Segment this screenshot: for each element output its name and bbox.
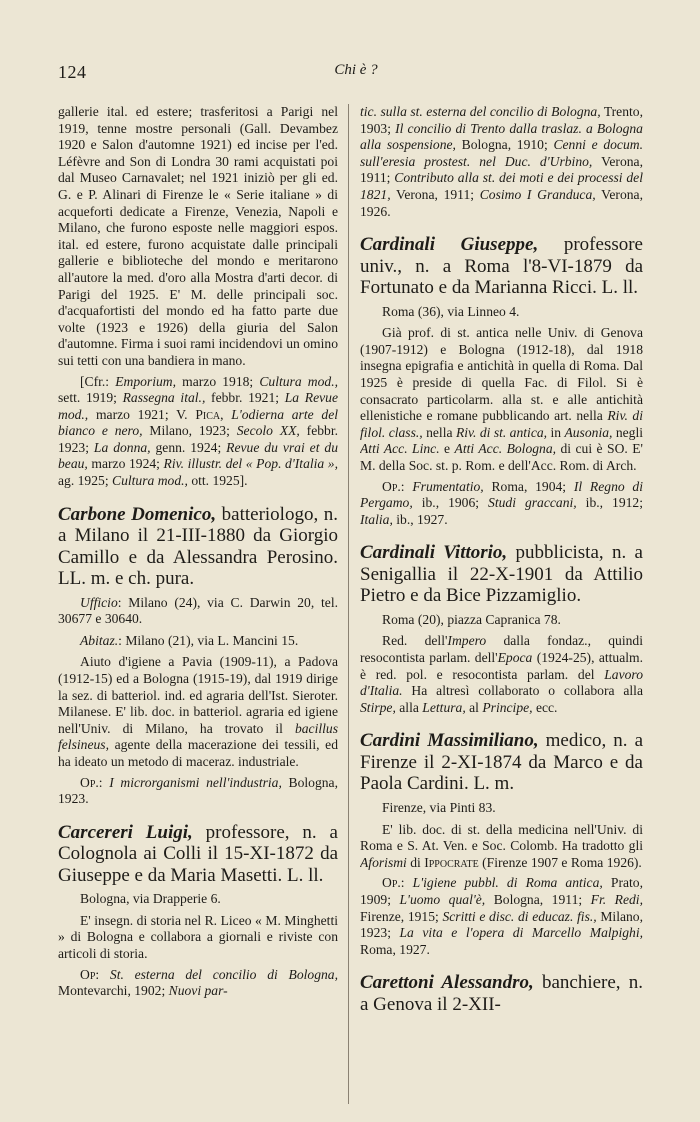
entry-works: Op.: L'igiene pubbl. di Roma antica, Prato, 1909; L'uomo qual'è, Bologna, 1911; Fr. Redi, Firenze, 1915; Scritti e disc. di educaz. fis., Milano, 1923; La vita e l'opera di Marcello Malpighi, Roma, 1927. xyxy=(360,875,643,957)
left-column xyxy=(58,104,338,1109)
entry-works: Op: St. esterna del concilio di Bologna, Montevarchi, 1902; Nuovi par- xyxy=(58,966,338,999)
entry-cardini-massimiliano xyxy=(360,730,643,958)
entry-name: Cardinali Giuseppe, xyxy=(360,234,539,256)
entry-works: Op.: I microrganismi nell'industria, Bologna, 1923. xyxy=(58,774,338,807)
right-column xyxy=(360,104,643,1114)
entry-heading: Carbone Domenico, batteriologo, n. a Milano il 21-III-1880 da Giorgio Camillo e da Alessandra Perosino. LL. m. e ch. pura. xyxy=(58,503,338,590)
entry-carettoni-alessandro xyxy=(360,972,643,1015)
page-number: 124 xyxy=(58,62,87,82)
column-divider xyxy=(348,104,349,1104)
entry-continuation-text: gallerie ital. ed estere; trasferitosi a Parigi nel 1919, tenne mostre personali (Gall. Devambez 1920 e Salon d'automne 1921) ed incise per l'ed. Léfèvre and Son di Londra 30 rami acquistati poi dal Museo Carnavalet; nel 1921 iniziò per gli ed. G. e P. Alinari di Firenze le « Serie italiane » di acqueforti dedicate a Firenze, Venezia, Napoli e Milano, che furono esposte nelle maggiori espos. ital. ed estere, furono acquistate dalle principali gallerie e biblioteche del mondo e meritarono all'autore la med. d'oro alla Mostra d'arti decor. di Parigi del 1925. E' M. delle principali soc. d'acquafortisti del mondo ed ha fatto parte due volte (1923 e 1926) della giuria del Salon d'automne. Firma i suoi rami incidendovi un omino sui tetti con una bandiera in mano. xyxy=(58,104,338,368)
entry-biography: Red. dell'Impero dalla fondaz., quindi resocontista parlam. dell'Epoca (1924-25), attualm. è red. pol. e resocontista parlam. del Lavoro d'Italia. Ha altresì collaborato o collabora alla Stirpe, alla Lettura, al Principe, ecc. xyxy=(360,633,643,715)
entry-carbone-domenico xyxy=(58,504,338,808)
entry-address: Roma (20), piazza Capranica 78. xyxy=(382,611,561,627)
cfr-references: [Cfr.: Emporium, marzo 1918; Cultura mod., sett. 1919; Rassegna ital., febbr. 1921; La Revue mod., marzo 1921; V. Pica, L'odierna arte del bianco e nero, Milano, 1923; Secolo XX, febbr. 1923; La donna, genn. 1924; Revue du vrai et du beau, marzo 1924; Riv. illustr. del « Pop. d'Italia », ag. 1925; Cultura mod., ott. 1925]. xyxy=(58,373,338,489)
entry-heading: Carcereri Luigi, professore, n. a Colognola ai Colli il 15-XI-1872 da Giuseppe e da Maria Masetti. L. ll. xyxy=(58,821,338,886)
entry-works-continuation: tic. sulla st. esterna del concilio di Bologna, Trento, 1903; Il concilio di Trento dalla traslaz. a Bologna alla sospensione, Bologna, 1910; Cenni e docum. sull'eresia prostest. nel Duc. d'Urbino, Verona, 1911; Contributo alla st. dei moti e dei processi del 1821, Verona, 1911; Cosimo I Granduca, Verona, 1926. xyxy=(360,104,643,219)
entry-heading: Cardini Massimiliano, medico, n. a Firenze il 2-XI-1874 da Marco e da Paola Cardini. L. m. xyxy=(360,730,643,795)
entry-works: Op.: Frumentatio, Roma, 1904; Il Regno di Pergamo, ib., 1906; Studi graccani, ib., 1912; Italia, ib., 1927. xyxy=(360,478,643,527)
entry-office-address: Ufficio: Milano (24), via C. Darwin 20, tel. 30677 e 30640. xyxy=(58,594,338,627)
entry-name: Cardini Massimiliano, xyxy=(360,730,539,752)
page-header xyxy=(58,62,654,86)
entry-name: Carcereri Luigi, xyxy=(58,821,193,843)
entry-biography: E' lib. doc. di st. della medicina nell'Univ. di Roma e S. At. Ven. e Soc. Colomb. Ha tradotto gli Aforismi di Ippocrate (Firenze 1907 e Roma 1926). xyxy=(360,821,643,870)
entry-biography: E' insegn. di storia nel R. Liceo « M. Minghetti » di Bologna e collabora a giornali e riviste con articoli di storia. xyxy=(58,912,338,962)
entry-home-address: Abitaz.: Milano (21), via L. Mancini 15. xyxy=(80,632,299,648)
entry-address: Roma (36), via Linneo 4. xyxy=(382,303,520,319)
entry-cardinali-vittorio xyxy=(360,542,643,716)
entry-biography: Già prof. di st. antica nelle Univ. di Genova (1907-1912) e Bologna (1912-18), dal 1918 insegna epigrafia e antichità in quella di Roma. Dal 1925 è preside di quella Fac. di Filol. Si è consacrato particolarm. alla st. e alle antichità ellenistiche e romane pubblicando art. nella Riv. di filol. class., nella Riv. di st. antica, in Ausonia, negli Atti Acc. Linc. e Atti Acc. Bologna, di cui è SO. E' M. della Soc. st. p. Rom. e dell'Acc. Rom. di Arch. xyxy=(360,325,643,473)
entry-heading: Cardinali Giuseppe, professore univ., n. a Roma l'8-VI-1879 da Fortunato e da Marianna Ricci. L. ll. xyxy=(360,234,643,299)
entry-address: Firenze, via Pinti 83. xyxy=(382,799,496,815)
entry-biography: Aiuto d'igiene a Pavia (1909-11), a Padova (1912-15) ed a Bologna (1915-19), dal 1919 dirige la sez. di batteriol. ind. ed agraria dell'Ist. Sieroter. Milanese. E' lib. doc. in batteriol. agraria ed igiene nell'Univ. di Milano, ha trovato il bacillus felsineus, agente della macerazione dei tessili, ed ha ideato un metodo di maceraz. industriale. xyxy=(58,654,338,769)
entry-name: Cardinali Vittorio, xyxy=(360,542,508,564)
entry-name: Carettoni Alessandro, xyxy=(360,972,534,994)
entry-cardinali-giuseppe xyxy=(360,234,643,528)
running-title: Chi è ? xyxy=(334,62,378,78)
entry-name: Carbone Domenico, xyxy=(58,503,217,525)
entry-address: Bologna, via Drapperie 6. xyxy=(80,891,221,907)
entry-carcereri-luigi xyxy=(58,822,338,1000)
entry-heading: Carettoni Alessandro, banchiere, n. a Genova il 2-XII- xyxy=(360,972,643,1015)
entry-heading: Cardinali Vittorio, pubblicista, n. a Senigallia il 22-X-1901 da Attilio Pietro e da Bice Pizzamiglio. xyxy=(360,542,643,607)
